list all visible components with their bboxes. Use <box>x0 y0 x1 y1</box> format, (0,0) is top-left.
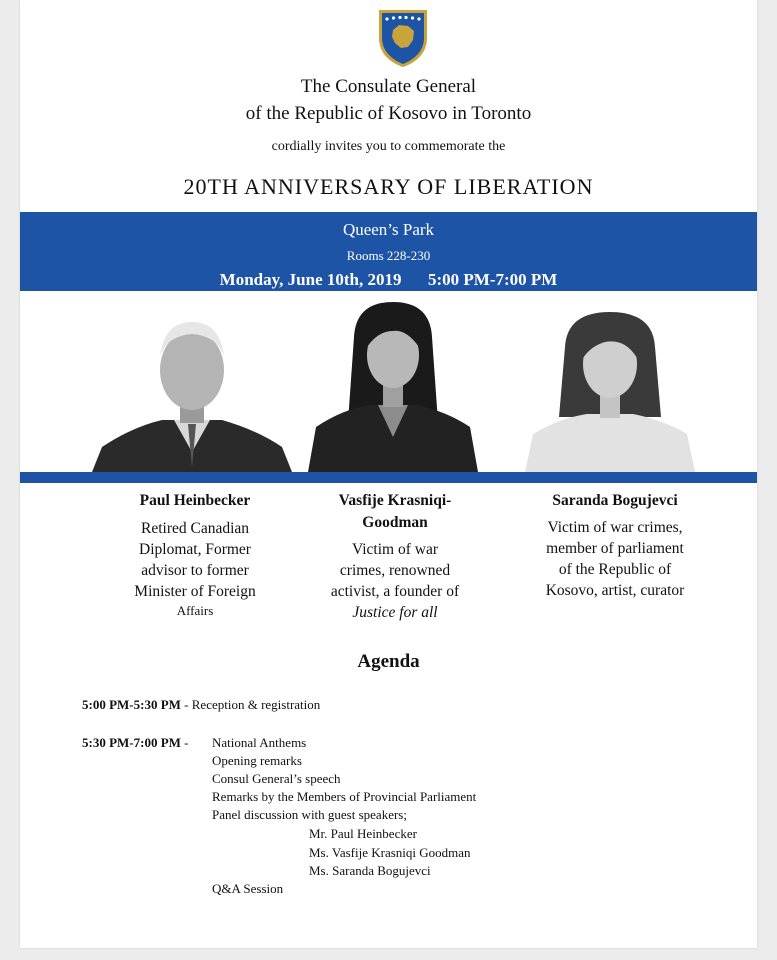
venue-name: Queen’s Park <box>342 220 435 239</box>
speaker-desc-line: Retired Canadian <box>140 520 250 537</box>
speaker-desc-line: Diplomat, Former <box>139 541 251 558</box>
agenda-slot-time: 5:30 PM-7:00 PM <box>82 735 181 750</box>
speaker-description <box>310 539 480 623</box>
agenda-item: National Anthems <box>212 735 307 750</box>
speaker-desc-line: Kosovo, artist, curator <box>545 582 685 599</box>
speaker-desc-line: of the Republic of <box>558 561 672 578</box>
speaker-photo-bogujevci <box>525 302 695 472</box>
event-date: Monday, June 10th, 2019 <box>219 270 402 289</box>
kosovo-crest-icon <box>375 8 431 68</box>
invitation-card <box>20 0 757 948</box>
agenda-closing: Q&A Session <box>212 881 284 896</box>
speaker-name: Saranda Bogujevci <box>552 492 678 509</box>
speaker-desc-line: activist, a founder of <box>330 583 460 600</box>
speaker-desc-line: Victim of war <box>351 541 438 558</box>
event-datetime <box>20 270 757 290</box>
speaker-bogujevci <box>515 490 715 601</box>
speaker-description <box>95 518 295 620</box>
venue-banner <box>20 212 757 291</box>
speaker-desc-line: Minister of Foreign <box>134 583 256 600</box>
speaker-desc-line: Victim of war crimes, <box>547 519 683 536</box>
speaker-desc-line: advisor to former <box>141 562 249 579</box>
speaker-krasniqi-goodman <box>310 490 480 623</box>
speaker-description <box>515 517 715 601</box>
speaker-name-line2: Goodman <box>362 514 428 531</box>
agenda-slot-dash: - <box>180 735 189 750</box>
speaker-desc-line: Affairs <box>176 603 214 618</box>
speaker-heinbecker <box>95 490 295 620</box>
agenda-guest: Ms. Vasfije Krasniqi Goodman <box>309 845 471 860</box>
agenda-guest: Ms. Saranda Bogujevci <box>309 863 431 878</box>
agenda-slot-2 <box>82 735 189 751</box>
agenda-slot-desc: - Reception & registration <box>180 697 321 712</box>
speaker-desc-line: crimes, renowned <box>339 562 451 579</box>
speaker-photo-heinbecker <box>92 302 292 472</box>
venue-rooms: Rooms 228-230 <box>346 248 431 263</box>
agenda-item: Opening remarks <box>212 753 302 768</box>
agenda-slot-time: 5:00 PM-5:30 PM <box>82 697 181 712</box>
agenda-item: Remarks by the Members of Provincial Parliament <box>212 789 477 804</box>
speaker-desc-line: member of parliament <box>546 540 684 557</box>
speaker-desc-line: Justice for all <box>352 604 438 621</box>
invitation-text: cordially invites you to commemorate the <box>271 139 506 154</box>
agenda-item: Consul General’s speech <box>212 771 341 786</box>
divider-bar <box>20 472 757 483</box>
speaker-photo-krasniqi-goodman <box>308 297 478 472</box>
event-headline: 20TH ANNIVERSARY OF LIBERATION <box>183 174 594 199</box>
agenda-slot-1 <box>82 697 320 713</box>
consulate-title-line1: The Consulate General <box>300 76 477 97</box>
speaker-name: Vasfije Krasniqi- <box>338 492 452 509</box>
agenda-title: Agenda <box>357 651 420 672</box>
speaker-photos <box>20 291 757 472</box>
event-time: 5:00 PM-7:00 PM <box>428 270 558 289</box>
agenda-guest: Mr. Paul Heinbecker <box>309 826 417 841</box>
speaker-name: Paul Heinbecker <box>139 492 251 509</box>
consulate-title-line2: of the Republic of Kosovo in Toronto <box>245 103 532 124</box>
agenda-item: Panel discussion with guest speakers; <box>212 807 407 822</box>
